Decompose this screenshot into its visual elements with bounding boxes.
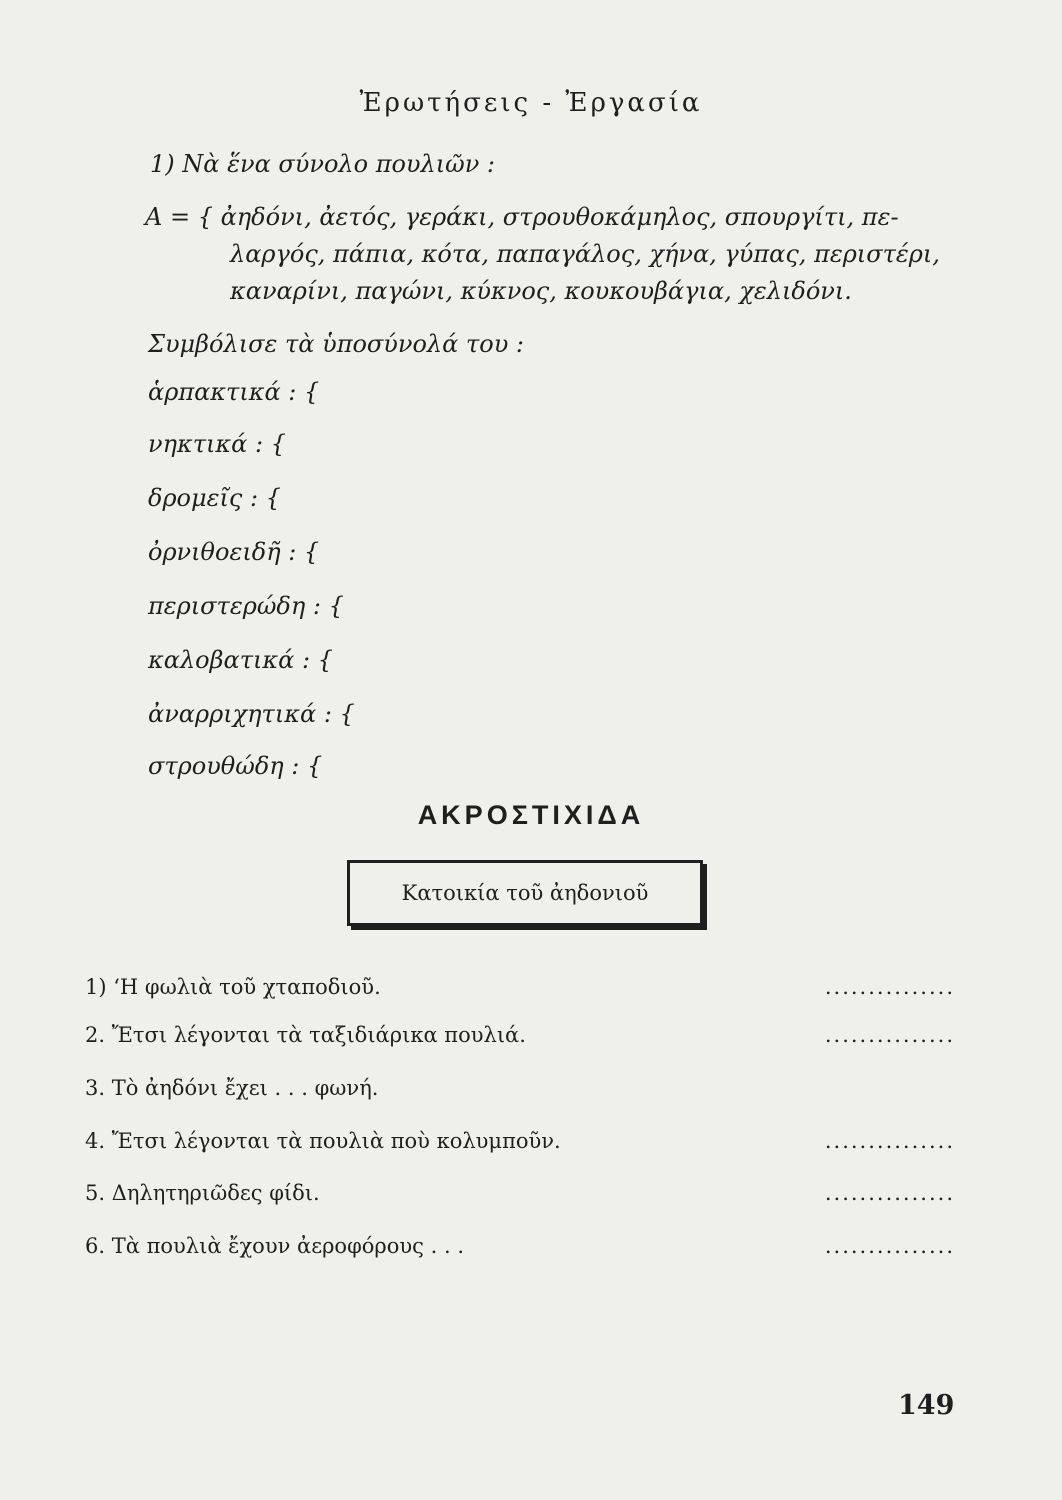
clue-text: 3. Τὸ ἀηδόνι ἔχει . . . φωνή.: [85, 1076, 379, 1100]
clue-row-6: [85, 1234, 955, 1258]
clue-text: 2. Ἔτσι λέγονται τὰ ταξιδιάρικα πουλιά.: [85, 1023, 526, 1047]
category-runners: δρομεῖς : {: [148, 484, 281, 512]
category-passerines: στρουθώδη : {: [148, 752, 323, 780]
clue-row-2: [85, 1023, 955, 1047]
clue-row-4: [85, 1129, 955, 1153]
clue-answer-dots: ...............: [824, 1181, 955, 1205]
clue-answer-dots: ...............: [824, 1023, 955, 1047]
clue-row-5: [85, 1181, 955, 1205]
category-pigeons: περιστερώδη : {: [148, 592, 344, 620]
instruction-text: Συμβόλισε τὰ ὑποσύνολά του :: [148, 330, 525, 358]
clue-answer-dots: ...............: [824, 1234, 955, 1258]
acrostic-title: ΑΚΡΟΣΤΙΧΙΔΑ: [417, 800, 645, 830]
question-text: 1) Νὰ ἕνα σύνολο πουλιῶν :: [150, 150, 496, 178]
category-fowl: ὀρνιθοειδῆ : {: [148, 538, 320, 566]
set-line-3: καναρίνι, παγώνι, κύκνος, κουκουβάγια, χελιδόνι.: [230, 277, 852, 305]
clue-row-3: [85, 1076, 955, 1100]
category-raptors: ἁρπακτικά : {: [148, 378, 320, 406]
page-heading: Ἐρωτήσεις - Ἐργασία: [359, 88, 703, 118]
clue-text: 5. Δηλητηριῶδες φίδι.: [85, 1181, 320, 1205]
category-swimmers: νηκτικά : {: [148, 430, 286, 458]
clue-text: 4. Ἔτσι λέγονται τὰ πουλιὰ ποὺ κολυμποῦν.: [85, 1129, 561, 1153]
category-waders: καλοβατικά : {: [148, 646, 333, 674]
clue-answer-dots: ...............: [824, 1129, 955, 1153]
page-number: 149: [898, 1390, 955, 1421]
acrostic-box-label: Κατοικία τοῦ ἀηδονιοῦ: [401, 881, 649, 905]
clue-row-1: [85, 975, 955, 999]
clue-text: 1) ‘Η φωλιὰ τοῦ χταποδιοῦ.: [85, 975, 381, 999]
set-line-1: A = { ἀηδόνι, ἀετός, γεράκι, στρουθοκάμηλος, σπουργίτι, πε-: [145, 203, 899, 231]
category-climbers: ἀναρριχητικά : {: [148, 700, 355, 728]
clue-answer-dots: ...............: [824, 975, 955, 999]
set-line-2: λαργός, πάπια, κότα, παπαγάλος, χήνα, γύπας, περιστέρι,: [230, 240, 940, 268]
clue-text: 6. Τὰ πουλιὰ ἔχουν ἀεροφόρους . . .: [85, 1234, 464, 1258]
acrostic-box: [347, 860, 703, 926]
